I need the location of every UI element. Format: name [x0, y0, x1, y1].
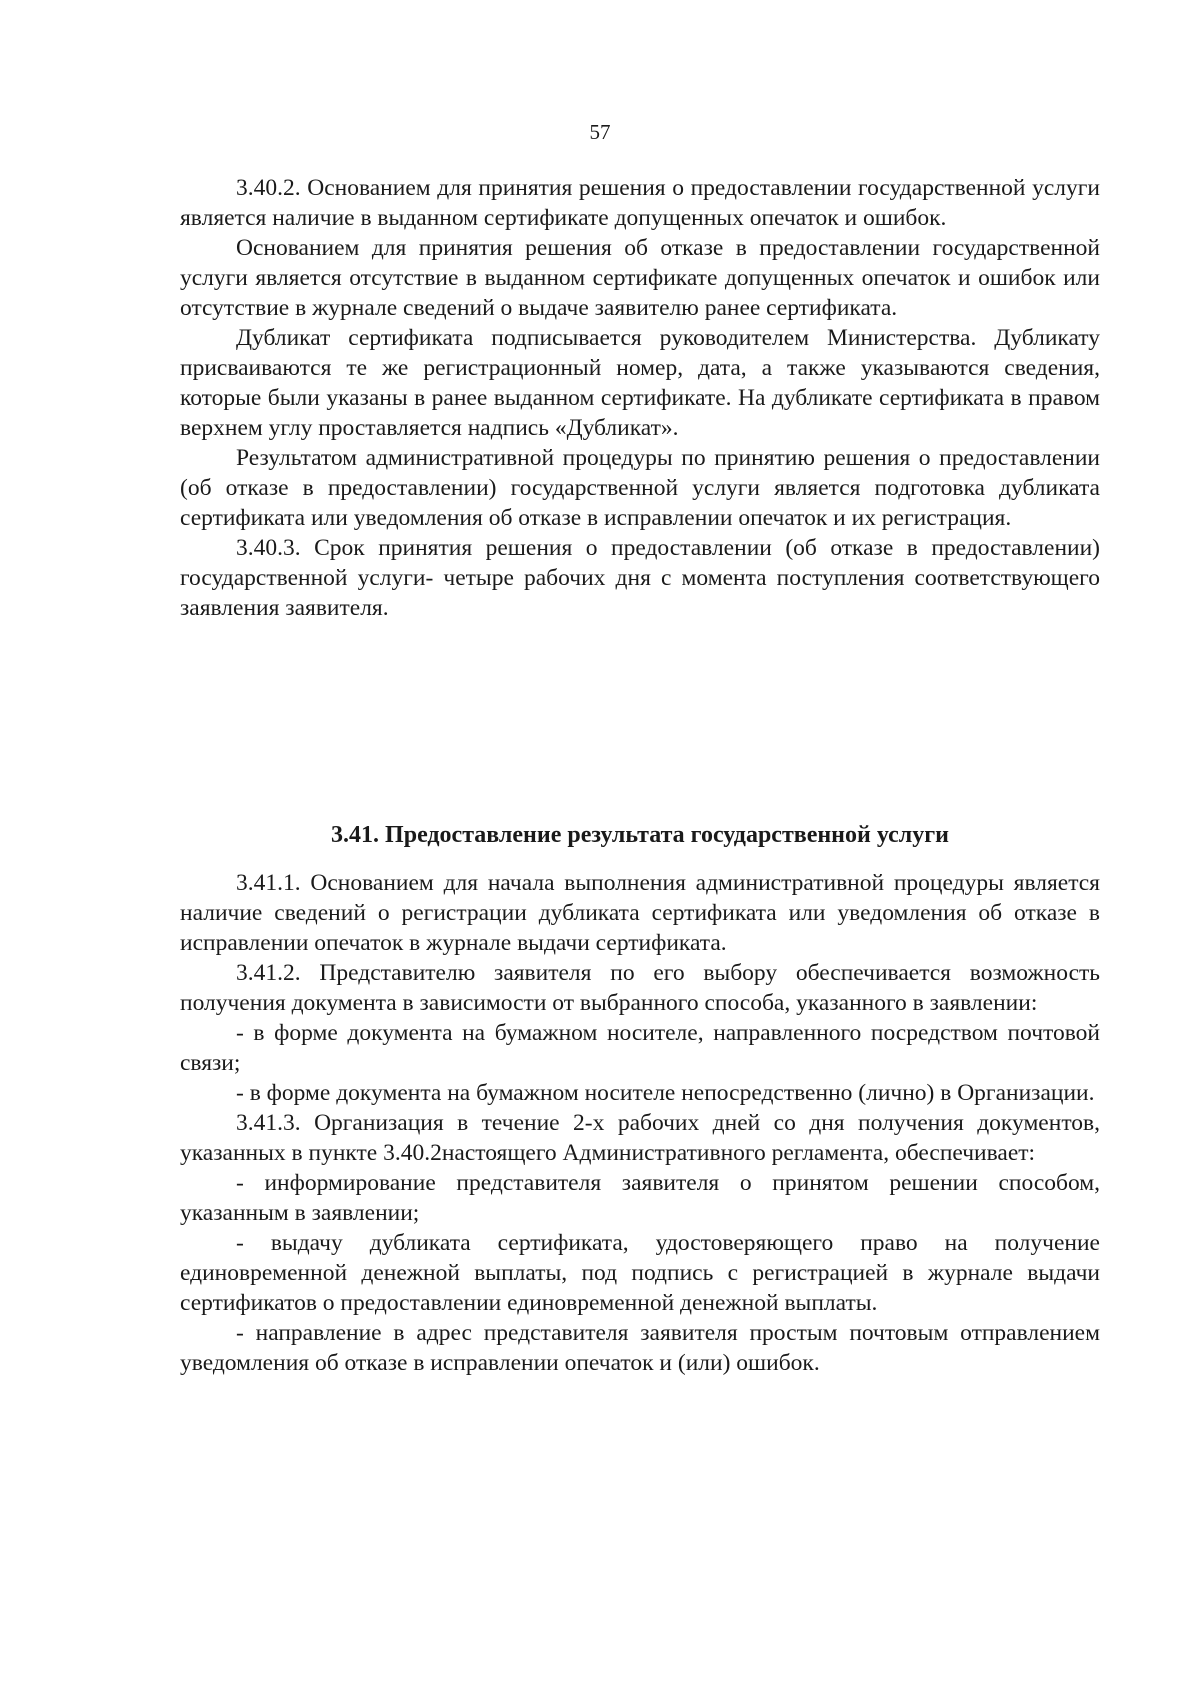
- paragraph-3-40-2: 3.40.2. Основанием для принятия решения о предоставлении государственной услуги является наличие в выданном сертификате допущенных опечаток и ошибок.: [180, 175, 1100, 231]
- text-block-section-3-41: [180, 868, 1100, 1378]
- paragraph-3-41-3: 3.41.3. Организация в течение 2-х рабочих дней со дня получения документов, указанных в пункте 3.40.2настоящего Административного регламента, обеспечивает:: [180, 1110, 1100, 1166]
- paragraph-3-41-2: 3.41.2. Представителю заявителя по его выбору обеспечивается возможность получения документа в зависимости от выбранного способа, указанного в заявлении:: [180, 960, 1100, 1016]
- paragraph-3-40-3: 3.40.3. Срок принятия решения о предоставлении (об отказе в предоставлении) государственной услуги- четыре рабочих дня с момента поступления соответствующего заявления заявителя.: [180, 535, 1100, 621]
- paragraph-refusal-grounds: Основанием для принятия решения об отказе в предоставлении государственной услуги является отсутствие в выданном сертификате допущенных опечаток и ошибок или отсутствие в журнале сведений о выдаче заявителю ранее сертификата.: [180, 235, 1100, 321]
- paragraph-procedure-result: Результатом административной процедуры по принятию решения о предоставлении (об отказе в предоставлении) государственной услуги является подготовка дубликата сертификата или уведомления об отказе в исправлении опечаток и их регистрация.: [180, 445, 1100, 531]
- text-block-section-3-40: [180, 173, 1100, 623]
- paragraph-duplicate-signing: Дубликат сертификата подписывается руководителем Министерства. Дубликату присваиваются те же регистрационный номер, дата, а также указываются сведения, которые были указаны в ранее выданном сертификате. На дубликате сертификата в правом верхнем углу проставляется надпись «Дубликат».: [180, 325, 1100, 441]
- list-item-in-person: - в форме документа на бумажном носителе непосредственно (лично) в Организации.: [236, 1080, 1095, 1106]
- section-heading-3-41: 3.41. Предоставление результата государственной услуги: [331, 822, 949, 848]
- list-item-postal-delivery: - в форме документа на бумажном носителе, направленного посредством почтовой связи;: [180, 1020, 1100, 1076]
- list-item-mailing-refusal: - направление в адрес представителя заявителя простым почтовым отправлением уведомления об отказе в исправлении опечаток и (или) ошибок.: [180, 1320, 1100, 1376]
- list-item-informing: - информирование представителя заявителя о принятом решении способом, указанным в заявлении;: [180, 1170, 1100, 1226]
- paragraph-3-41-1: 3.41.1. Основанием для начала выполнения административной процедуры является наличие сведений о регистрации дубликата сертификата или уведомления об отказе в исправлении опечаток в журнале выдачи сертификата.: [180, 870, 1100, 956]
- list-item-issuing-duplicate: - выдачу дубликата сертификата, удостоверяющего право на получение единовременной денежной выплаты, под подпись с регистрацией в журнале выдачи сертификатов о предоставлении единовременной денежной выплаты.: [180, 1230, 1100, 1316]
- page-number: 57: [589, 120, 611, 144]
